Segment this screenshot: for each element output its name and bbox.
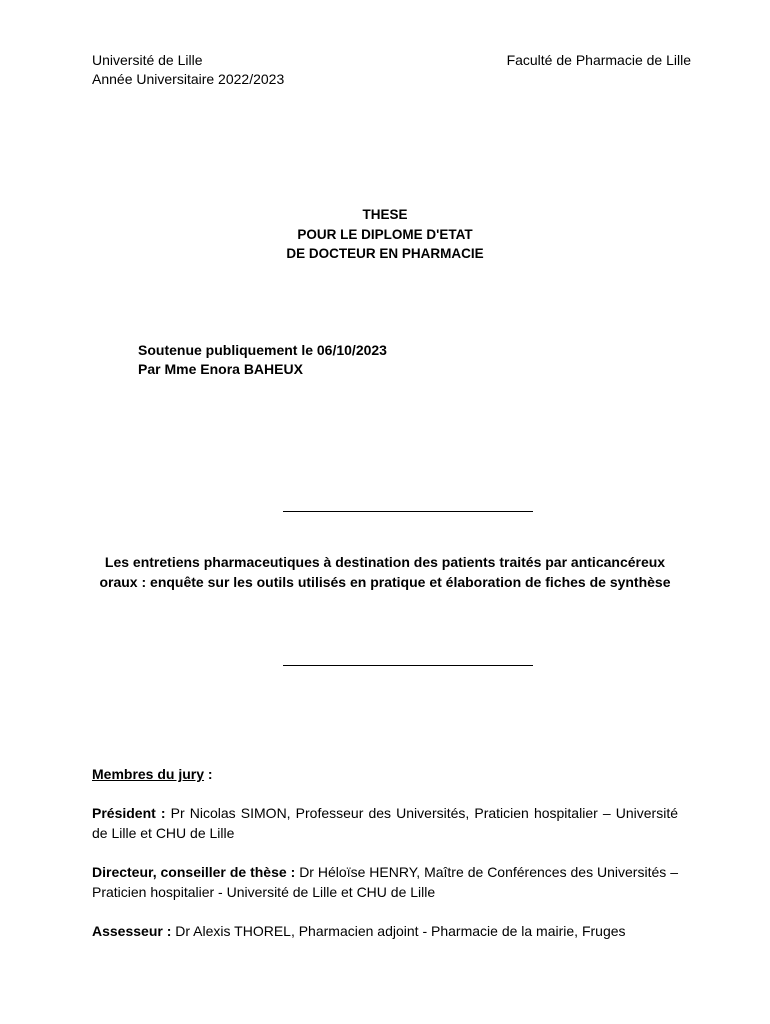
- jury-member-director: [92, 862, 678, 902]
- degree-title-line-3: DE DOCTEUR EN PHARMACIE: [286, 246, 484, 261]
- defense-author: Par Mme Enora BAHEUX: [138, 361, 303, 377]
- header-left: [92, 51, 284, 89]
- jury-member-text: Pr Nicolas SIMON, Professeur des Universités, Praticien hospitalier – Université de Lille et CHU de Lille: [92, 805, 678, 841]
- jury-member-president: [92, 803, 678, 843]
- jury-role: Assesseur :: [92, 923, 172, 939]
- jury-role: Directeur, conseiller de thèse :: [92, 864, 296, 880]
- degree-title: [0, 205, 770, 264]
- jury-heading-label: Membres du jury: [92, 766, 205, 782]
- university-name: Université de Lille: [92, 52, 203, 68]
- academic-year: Année Universitaire 2022/2023: [92, 71, 285, 87]
- jury-section: [92, 764, 678, 960]
- faculty-name: Faculté de Pharmacie de Lille: [506, 52, 691, 68]
- degree-title-line-2: POUR LE DIPLOME D'ETAT: [297, 226, 473, 242]
- degree-title-line-1: THESE: [362, 207, 408, 222]
- header-right: [507, 51, 691, 70]
- title-divider-bottom: [283, 665, 533, 666]
- jury-member-text: Dr Alexis THOREL, Pharmacien adjoint - Pharmacie de la mairie, Fruges: [171, 923, 626, 939]
- defense-info: [138, 341, 387, 379]
- jury-role: Président :: [92, 805, 166, 821]
- jury-member-assessor: [92, 921, 678, 941]
- title-divider-top: [283, 511, 533, 512]
- defense-date: Soutenue publiquement le 06/10/2023: [138, 342, 387, 358]
- jury-member-text: Dr Héloïse HENRY, Maître de Conférences des Universités – Praticien hospitalier - Université de Lille et CHU de Lille: [92, 864, 678, 900]
- jury-heading: [92, 764, 678, 784]
- jury-heading-suffix: :: [204, 766, 213, 782]
- thesis-title: Les entretiens pharmaceutiques à destination des patients traités par anticancéreux oraux : enquête sur les outils utilisés en pratique et élaboration de fiches de synthèse: [99, 554, 671, 590]
